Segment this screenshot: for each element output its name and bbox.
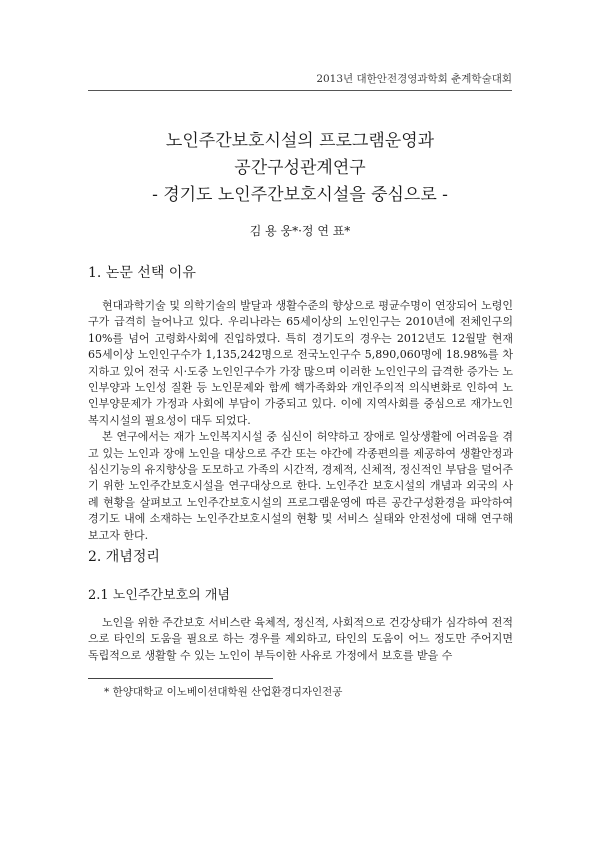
title-line-1: 노인주간보호시설의 프로그램운영과 <box>165 131 435 151</box>
section-1-body <box>88 298 513 544</box>
title-line-2: 공간구성관계연구 <box>234 158 366 178</box>
section-2-heading: 2. 개념정리 <box>88 549 160 565</box>
footnote-affiliation: * 한양대학교 이노베이션대학원 산업환경디자인전공 <box>104 686 343 698</box>
section-1-heading: 1. 논문 선택 이유 <box>88 265 196 281</box>
section-2-1-paragraph: 노인을 위한 주간보호 서비스란 육체적, 정신적, 사회적으로 건강상태가 심각하여 전적으로 타인의 도움을 필요로 하는 경우를 제외하고, 타인의 도움이 어느 정도만 주어지면 독립적으로 생활할 수 있는 노인이 부득이한 사유로 가정에서 보호를 받을 수 <box>88 616 513 662</box>
title-line-3: - 경기도 노인주간보호시설을 중심으로 - <box>152 185 448 205</box>
paper-title <box>60 128 540 209</box>
section-1-paragraph-1: 현대과학기술 및 의학기술의 발달과 생활수준의 향상으로 평균수명이 연장되어 노령인구가 급격히 늘어나고 있다. 우리나라는 65세이상의 노인인구는 2010년에 전체인구의 10%를 넘어 고령화사회에 진입하였다. 특히 경기도의 경우는 2012년도 12월말 현재 65세이상 노인인구수가 1,135,242명으로 전국노인구수 5,890,060명에 18.98%를 차지하고 있어 전국 시·도중 노인인구수가 가장 많으며 이러한 노인인구의 급격한 증가는 노인부양과 노인성 질환 등 노인문제와 함께 핵가족화와 개인주의적 의식변화로 인하여 노인부양문제가 가정과 사회에 부담이 가중되고 있다. 이에 지역사회를 중심으로 재가노인복지시설의 필요성이 대두 되었다. <box>88 299 513 427</box>
footnote-divider <box>88 678 273 679</box>
section-2-1-heading: 2.1 노인주간보호의 개념 <box>88 588 230 603</box>
author-list: 김 용 웅*·정 연 표* <box>249 224 351 238</box>
section-2-1-body <box>88 615 513 664</box>
section-1-paragraph-2: 본 연구에서는 재가 노인복지시설 중 심신이 허약하고 장애로 일상생활에 어려움을 겪고 있는 노인과 장애 노인을 대상으로 주간 또는 야간에 각종편의를 제공하여 생활안정과 심신기능의 유지향상을 도모하고 가족의 시간적, 경제적, 신체적, 정신적인 부담을 덜어주기 위한 노인주간보호시설을 연구대상으로 한다. 노인주간 보호시설의 개념과 외국의 사례 현황을 살펴보고 노인주간보호시설의 프로그램운영에 따른 공간구성환경을 파악하여 경기도 내에 소재하는 노인주간보호시설의 현황 및 서비스 실태와 안전성에 대해 연구해 보고자 한다. <box>88 430 513 542</box>
header-divider <box>88 90 512 91</box>
conference-header: 2013년 대한안전경영과학회 춘계학술대회 <box>316 73 512 85</box>
